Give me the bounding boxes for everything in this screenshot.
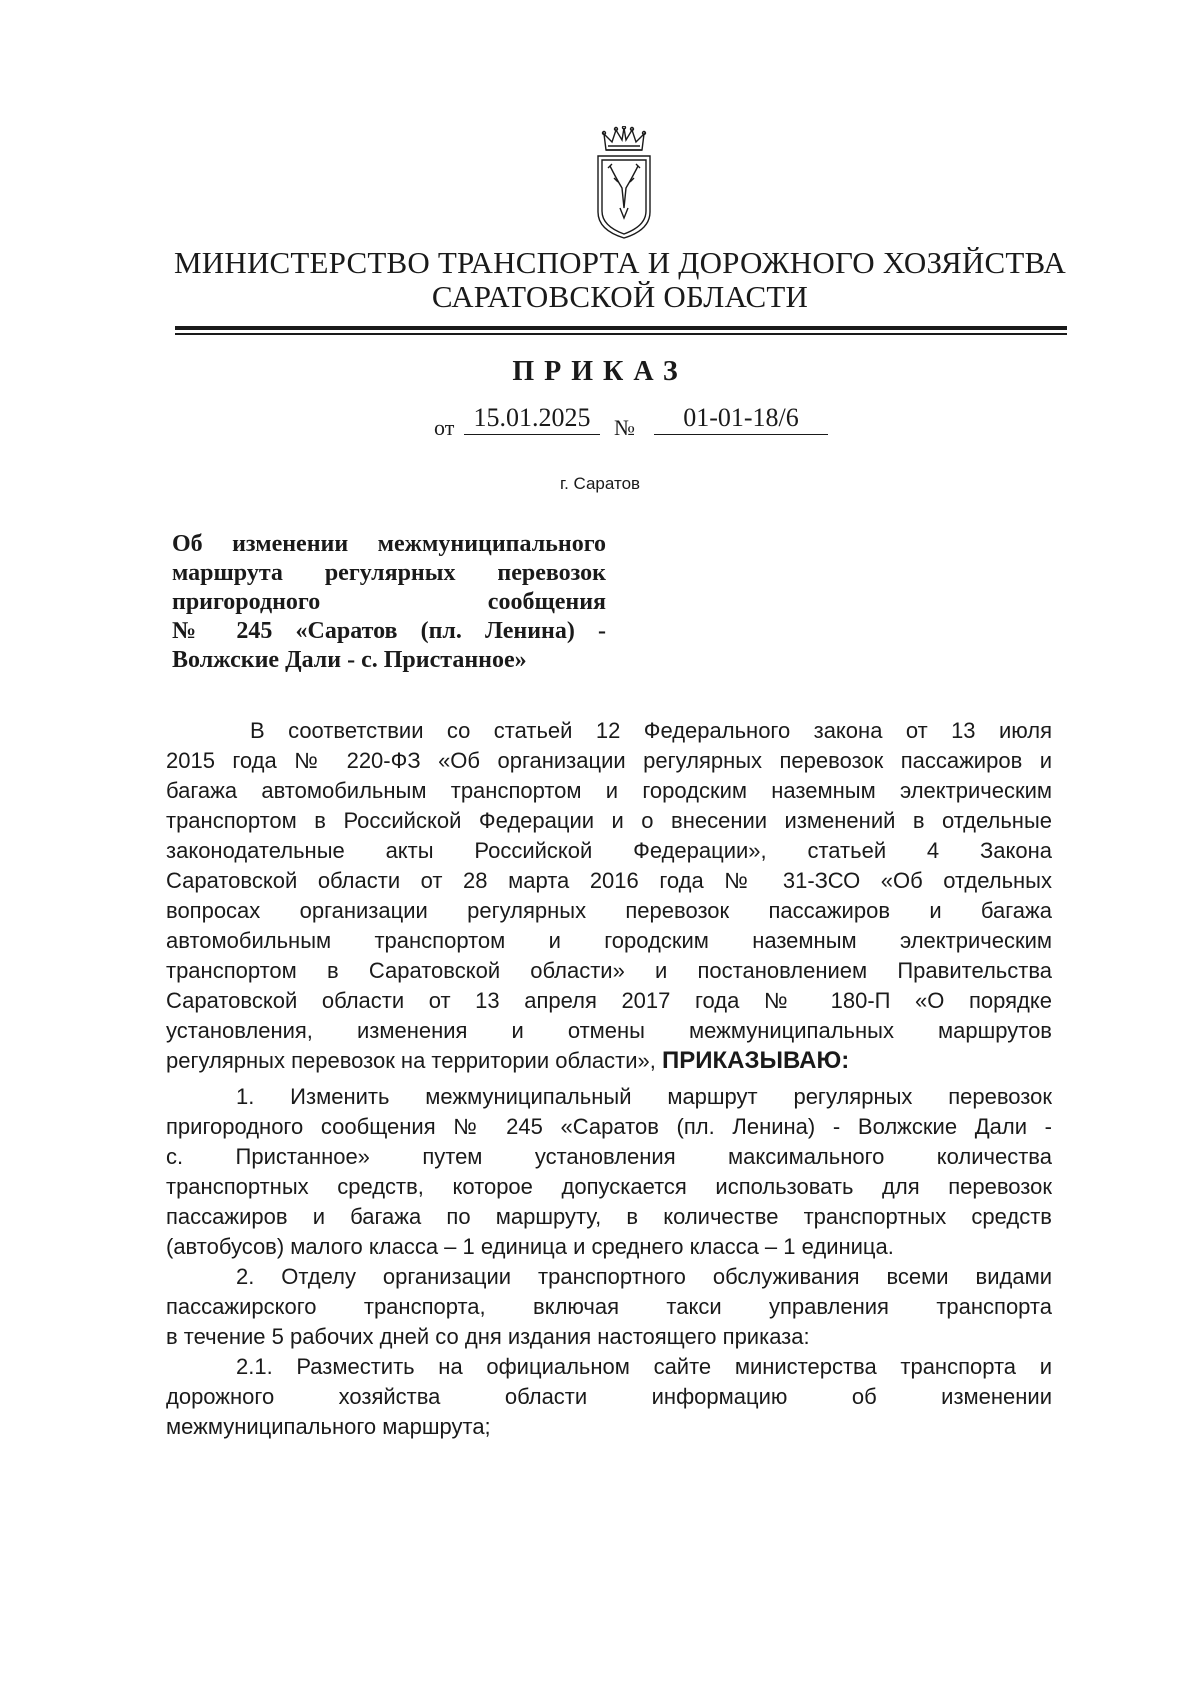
text-line: транспортом в Российской Федерации и о внесении изменений в отдельные bbox=[166, 808, 1052, 833]
text-line-final bbox=[166, 1046, 1052, 1076]
header-rule-thick bbox=[175, 326, 1067, 330]
city: г. Саратов bbox=[559, 474, 641, 493]
order-number: 01-01-18/6 bbox=[654, 403, 828, 435]
text-line: автомобильным транспортом и городским наземным электрическим bbox=[166, 928, 1052, 953]
ministry-name-line1: МИНИСТЕРСТВО ТРАНСПОРТА И ДОРОЖНОГО ХОЗЯЙСТВА bbox=[174, 245, 1066, 280]
text-line: транспортных средств, которое допускается использовать для перевозок bbox=[166, 1174, 1052, 1199]
text-line: 1. Изменить межмуниципальный маршрут регулярных перевозок bbox=[236, 1084, 1052, 1109]
text-line: 2. Отделу организации транспортного обслуживания всеми видами bbox=[236, 1264, 1052, 1289]
preamble-last-text: регулярных перевозок на территории области», bbox=[166, 1048, 656, 1073]
text-line: 2015 года № 220-ФЗ «Об организации регулярных перевозок пассажиров и bbox=[166, 748, 1052, 773]
text-line: с. Пристанное» путем установления максимального количества bbox=[166, 1144, 1052, 1169]
saratov-coat-of-arms-icon bbox=[592, 126, 656, 242]
subject-line: № 245 «Саратов (пл. Ленина) - bbox=[172, 618, 606, 644]
text-line: вопросах организации регулярных перевозок пассажиров и багажа bbox=[166, 898, 1052, 923]
text-line: установления, изменения и отмены межмуниципальных маршрутов bbox=[166, 1018, 1052, 1043]
decree-word: ПРИКАЗЫВАЮ: bbox=[662, 1047, 850, 1074]
subject-line: Волжские Дали - с. Пристанное» bbox=[172, 647, 527, 673]
item-2-paragraph bbox=[166, 1262, 1052, 1352]
item-2-1-paragraph bbox=[166, 1352, 1052, 1442]
text-line: В соответствии со статьей 12 Федерального закона от 13 июля bbox=[250, 718, 1052, 743]
text-line: (автобусов) малого класса – 1 единица и среднего класса – 1 единица. bbox=[166, 1234, 894, 1259]
text-line: дорожного хозяйства области информацию об изменении bbox=[166, 1384, 1052, 1409]
text-line: пассажиров и багажа по маршруту, в количестве транспортных средств bbox=[166, 1204, 1052, 1229]
date-prefix: от bbox=[434, 415, 455, 440]
order-body bbox=[166, 716, 1052, 1442]
text-line: Саратовской области от 28 марта 2016 года № 31-ЗСО «Об отдельных bbox=[166, 868, 1052, 893]
text-line: пригородного сообщения № 245 «Саратов (пл. Ленина) - Волжские Дали - bbox=[166, 1114, 1052, 1139]
subject-line: Об изменении межмуниципального bbox=[172, 531, 606, 557]
text-line: Саратовской области от 13 апреля 2017 года № 180-П «О порядке bbox=[166, 988, 1052, 1013]
text-line: 2.1. Разместить на официальном сайте министерства транспорта и bbox=[236, 1354, 1052, 1379]
subject-line: маршрута регулярных перевозок bbox=[172, 560, 606, 586]
text-line: багажа автомобильным транспортом и городским наземным электрическим bbox=[166, 778, 1052, 803]
text-line: пассажирского транспорта, включая такси управления транспорта bbox=[166, 1294, 1052, 1319]
subject-line: пригородного сообщения bbox=[172, 589, 606, 615]
preamble-paragraph bbox=[166, 716, 1052, 1076]
order-date: 15.01.2025 bbox=[464, 403, 600, 435]
number-prefix: № bbox=[614, 415, 635, 440]
ministry-name-line2: САРАТОВСКОЙ ОБЛАСТИ bbox=[431, 279, 809, 314]
text-line: законодательные акты Российской Федерации», статьей 4 Закона bbox=[166, 838, 1052, 863]
ministry-name bbox=[170, 246, 1070, 314]
text-line: транспортом в Саратовской области» и постановлением Правительства bbox=[166, 958, 1052, 983]
order-subject bbox=[172, 530, 606, 675]
order-title: ПРИКАЗ bbox=[512, 356, 688, 387]
item-1-paragraph bbox=[166, 1082, 1052, 1262]
text-line: в течение 5 рабочих дней со дня издания настоящего приказа: bbox=[166, 1324, 810, 1349]
header-rule-thin bbox=[175, 333, 1067, 335]
text-line: межмуниципального маршрута; bbox=[166, 1414, 491, 1439]
